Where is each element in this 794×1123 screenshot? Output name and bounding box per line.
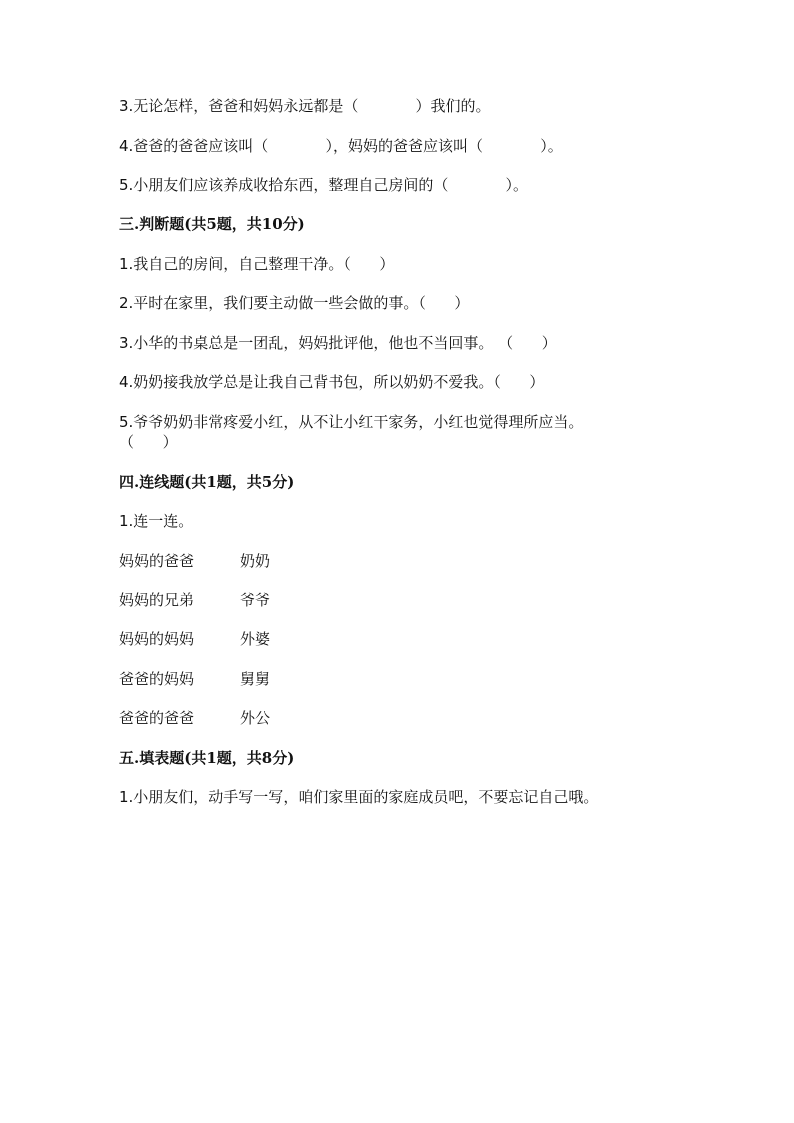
fill-question-3: 3.无论怎样，爸爸和妈妈永远都是（ ）我们的。 [119,97,491,115]
judge-question-5-line-1: 5.爷爷奶奶非常疼爱小红，从不让小红干家务，小红也觉得理所应当。 [119,413,584,431]
judge-question-5-line-2: （ ） [119,433,178,451]
match-left-item: 妈妈的妈妈 [119,630,195,648]
match-right-item: 舅舅 [240,670,271,688]
match-right-item: 奶奶 [240,552,271,570]
fill-question-5: 5.小朋友们应该养成收拾东西，整理自己房间的（ ）。 [119,176,529,194]
judge-question-1: 1.我自己的房间，自己整理干净。（ ） [119,255,395,273]
match-left-item: 爸爸的爸爸 [119,709,195,727]
judge-question-2: 2.平时在家里，我们要主动做一些会做的事。（ ） [119,294,470,312]
judge-question-4: 4.奶奶接我放学总是让我自己背书包，所以奶奶不爱我。（ ） [119,373,545,391]
table-section-title: 五.填表题(共1题，共8分) [119,749,295,767]
match-section-title: 四.连线题(共1题，共5分) [119,473,295,491]
table-question-1: 1.小朋友们，动手写一写，咱们家里面的家庭成员吧，不要忘记自己哦。 [119,788,599,806]
match-right-item: 爷爷 [240,591,271,609]
judge-question-3: 3.小华的书桌总是一团乱，妈妈批评他，他也不当回事。 （ ） [119,334,557,352]
match-left-item: 爸爸的妈妈 [119,670,195,688]
judge-section-title: 三.判断题(共5题，共10分) [119,215,305,233]
match-left-item: 妈妈的兄弟 [119,591,195,609]
match-right-item: 外婆 [240,630,271,648]
match-right-item: 外公 [240,709,271,727]
match-left-item: 妈妈的爸爸 [119,552,195,570]
match-question-1: 1.连一连。 [119,512,194,530]
fill-question-4: 4.爸爸的爸爸应该叫（ ），妈妈的爸爸应该叫（ ）。 [119,137,563,155]
